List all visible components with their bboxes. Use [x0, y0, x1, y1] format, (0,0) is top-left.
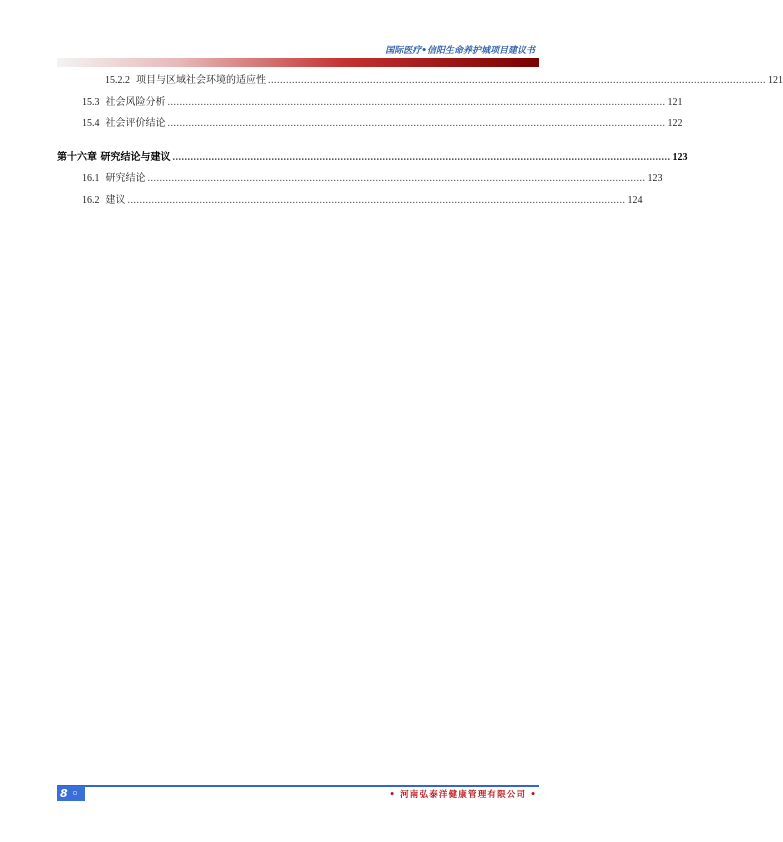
toc-leader: ......................................................................................................................................................................	[127, 194, 626, 206]
toc-chapter-title: 第十六章 研究结论与建议	[57, 151, 171, 163]
toc-leader: ......................................................................................................................................................................	[167, 118, 666, 129]
footer-divider	[57, 785, 539, 787]
page-number-badge: 8 ◦	[57, 786, 85, 801]
toc-entry-16-1[interactable]	[57, 168, 663, 190]
toc-number: 16.2	[82, 194, 100, 206]
toc-entry-15-3[interactable]	[57, 92, 683, 114]
toc-number: 15.3	[82, 96, 100, 108]
toc-page: 121	[768, 75, 783, 86]
toc-page: 122	[667, 118, 683, 129]
toc-title: 项目与区域社会环境的适应性	[136, 75, 266, 86]
toc-entry-15-2-2[interactable]	[57, 70, 783, 92]
toc-entry-15-4[interactable]	[57, 113, 683, 135]
toc-title: 研究结论	[105, 173, 146, 184]
footer-company-name: • 河南弘泰洋健康管理有限公司 •	[389, 790, 537, 800]
toc-leader: ......................................................................................................................................................................	[167, 96, 666, 108]
toc-title: 建议	[105, 194, 126, 206]
toc-leader: ......................................................................................................................................................................	[172, 151, 671, 163]
toc-page: 123	[647, 173, 663, 184]
toc-number: 16.1	[82, 173, 100, 184]
toc-page: 123	[672, 151, 688, 163]
toc-number: 15.4	[82, 118, 100, 129]
toc-entry-16-2[interactable]	[57, 190, 643, 212]
toc-title: 社会评价结论	[105, 118, 166, 129]
toc-leader: ......................................................................................................................................................................	[147, 173, 646, 184]
toc-entry-chapter-16[interactable]	[57, 147, 688, 169]
header-title: 国际医疗•信阳生命养护城项目建议书	[385, 46, 535, 56]
toc-title: 社会风险分析	[105, 96, 166, 108]
header-bar	[57, 58, 539, 67]
toc-number: 15.2.2	[105, 75, 130, 86]
toc-page: 124	[627, 194, 643, 206]
table-of-contents	[57, 70, 783, 211]
toc-leader: ......................................................................................................................................................................	[268, 75, 766, 86]
toc-page: 121	[667, 96, 683, 108]
